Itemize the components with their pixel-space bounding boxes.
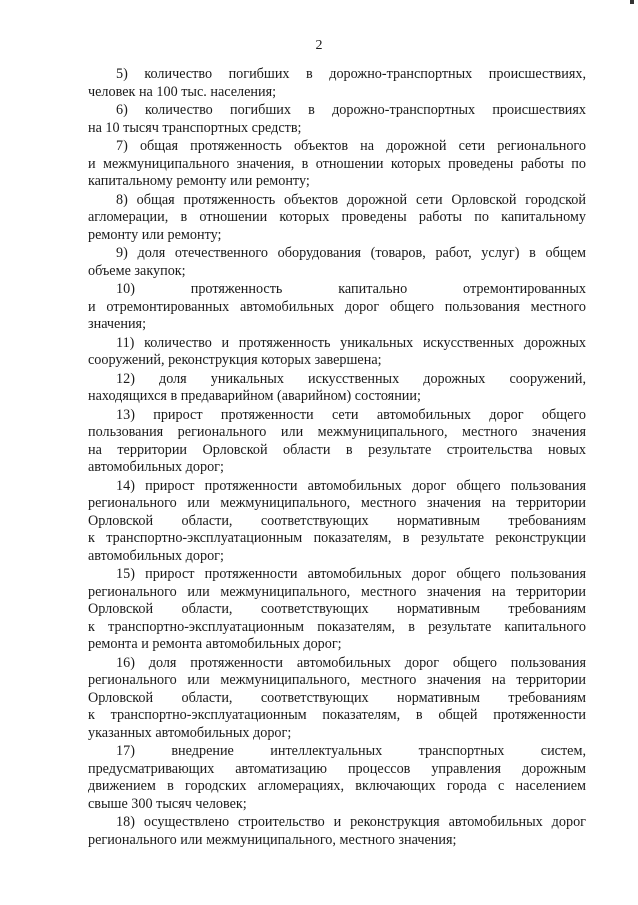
text-line: регионального или межмуниципального, местного значения на территории	[88, 672, 586, 688]
text-line: и отремонтированных автомобильных дорог общего пользования местного	[88, 298, 586, 315]
text-line: значения;	[88, 316, 147, 332]
text-line: 6) количество погибших в дорожно-транспортных происшествиях	[116, 102, 586, 118]
text-line: регионального или межмуниципального, местного значения на территории	[88, 495, 586, 511]
text-line: Орловской области, соответствующих нормативным требованиям	[88, 601, 586, 617]
page-number: 2	[315, 38, 323, 53]
text-line: на 10 тысяч транспортных средств;	[88, 119, 302, 136]
list-item	[88, 192, 586, 245]
text-line: 11) количество и протяженность уникальных искусственных дорожных	[116, 334, 586, 351]
list-item	[88, 281, 586, 334]
list-item	[88, 371, 586, 406]
text-line: 10) протяженность капитально отремонтированных	[116, 281, 586, 297]
text-line: свыше 300 тысяч человек;	[88, 795, 247, 812]
text-line: находящихся в предаварийном (аварийном) состоянии;	[88, 388, 421, 404]
text-line: к транспортно-эксплуатационным показателям, в результате реконструкции	[88, 530, 586, 546]
text-line: 9) доля отечественного оборудования (товаров, работ, услуг) в общем	[116, 245, 586, 261]
text-line: ремонта и ремонта автомобильных дорог;	[88, 636, 342, 652]
text-line: указанных автомобильных дорог;	[88, 724, 292, 741]
text-line: сооружений, реконструкция которых завершена;	[88, 352, 382, 368]
text-line: 5) количество погибших в дорожно-транспортных происшествиях,	[116, 66, 586, 82]
text-line: на территории Орловской области в результате строительства новых	[88, 441, 586, 458]
list-item	[88, 566, 586, 654]
text-line: движением в городских агломерациях, включающих города с населением	[88, 778, 586, 794]
text-line: 17) внедрение интеллектуальных транспортных систем,	[116, 743, 586, 759]
text-line: 14) прирост протяженности автомобильных дорог общего пользования	[116, 477, 586, 494]
text-line: ремонту или ремонту;	[88, 226, 222, 243]
list-item	[88, 245, 586, 280]
text-line: к транспортно-эксплуатационным показателям, в общей протяженности	[88, 707, 586, 723]
text-line: автомобильных дорог;	[88, 547, 224, 564]
text-line: капитальному ремонту или ремонту;	[88, 173, 310, 189]
list-item	[88, 407, 586, 477]
text-line: человек на 100 тыс. населения;	[88, 83, 277, 100]
document-body	[88, 66, 586, 850]
text-line: автомобильных дорог;	[88, 459, 224, 475]
list-item	[88, 814, 586, 849]
list-item	[88, 478, 586, 566]
list-item	[88, 335, 586, 370]
text-line: 12) доля уникальных искусственных дорожных сооружений,	[116, 370, 586, 387]
text-line: 18) осуществлено строительство и реконструкция автомобильных дорог	[116, 814, 586, 830]
text-line: Орловской области, соответствующих нормативным требованиям	[88, 689, 586, 706]
text-line: регионального или межмуниципального, местного значения на территории	[88, 583, 586, 600]
text-line: и межмуниципального значения, в отношении которых проведены работы по	[88, 155, 586, 172]
text-line: пользования регионального или межмуниципального, местного значения	[88, 424, 586, 440]
text-line: Орловской области, соответствующих нормативным требованиям	[88, 512, 586, 529]
list-item	[88, 102, 586, 137]
text-line: 8) общая протяженность объектов дорожной сети Орловской городской	[116, 191, 586, 208]
list-item	[88, 138, 586, 191]
text-line: 7) общая протяженность объектов на дорожной сети регионального	[116, 138, 586, 154]
text-line: регионального или межмуниципального, местного значения;	[88, 831, 457, 848]
text-line: предусматривающих автоматизацию процессов управления дорожным	[88, 760, 586, 777]
scan-artifact	[630, 0, 634, 4]
text-line: к транспортно-эксплуатационным показателям, в результате капитального	[88, 618, 586, 635]
text-line: агломерации, в отношении которых проведены работы по капитальному	[88, 209, 586, 225]
text-line: 13) прирост протяженности сети автомобильных дорог общего	[116, 406, 586, 423]
text-line: объеме закупок;	[88, 262, 186, 279]
text-line: 16) доля протяженности автомобильных дорог общего пользования	[116, 654, 586, 671]
list-item	[88, 66, 586, 101]
list-item	[88, 743, 586, 813]
text-line: 15) прирост протяженности автомобильных дорог общего пользования	[116, 566, 586, 582]
list-item	[88, 655, 586, 743]
